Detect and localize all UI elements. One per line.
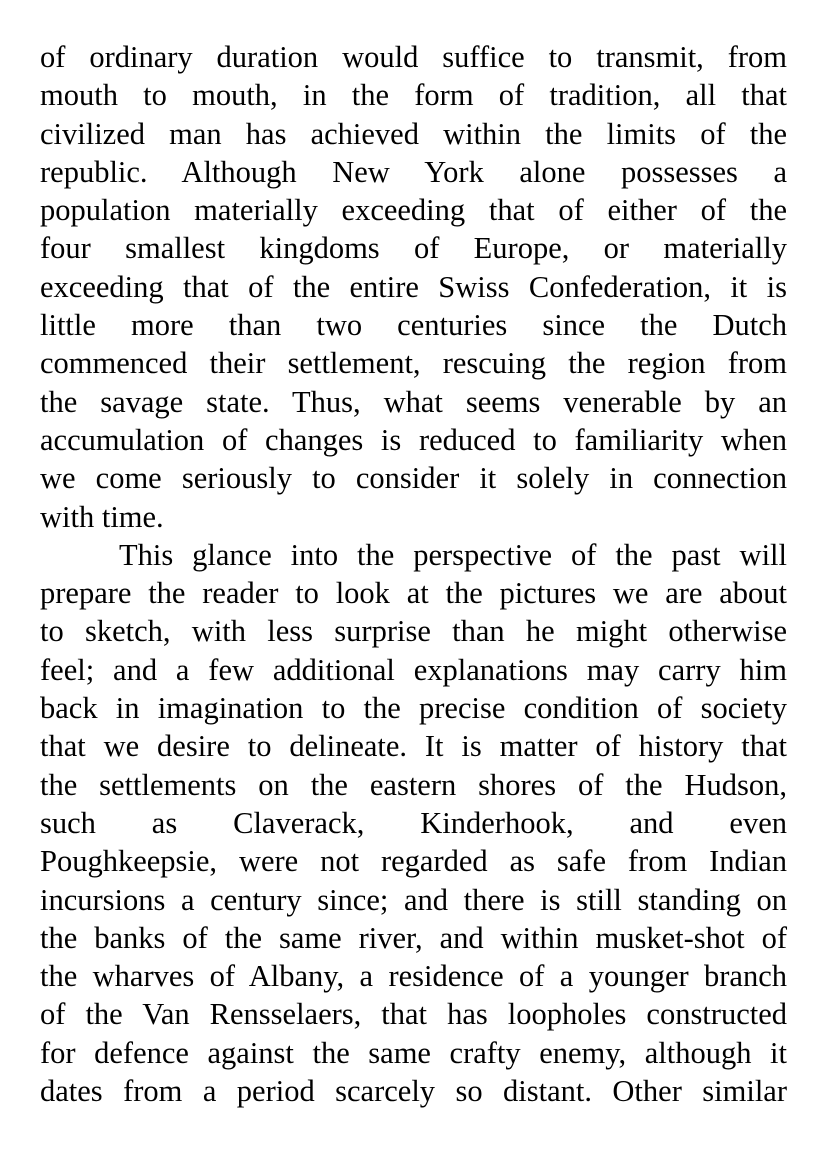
text-line: with time. [40, 499, 164, 534]
text-line: This glance into the perspective of the past will [119, 537, 787, 572]
text-line: feel; and a few additional explanations may carry him [40, 652, 787, 687]
text-line: for defence against the same crafty enemy, although it [40, 1035, 787, 1070]
text-line: the settlements on the eastern shores of the Hudson, [40, 767, 787, 802]
text-line: Poughkeepsie, were not regarded as safe from Indian [40, 844, 787, 879]
text-line: to sketch, with less surprise than he might otherwise [40, 614, 787, 649]
paragraph-1 [40, 38, 787, 536]
text-line: of the Van Rensselaers, that has loopholes constructed [40, 997, 787, 1032]
text-line: the savage state. Thus, what seems venerable by an [40, 384, 787, 419]
text-line: of ordinary duration would suffice to transmit, from [40, 40, 787, 74]
text-line: that we desire to delineate. It is matter of history that [40, 729, 787, 764]
text-line: such as Claverack, Kinderhook, and even [40, 805, 787, 840]
text-line: population materially exceeding that of either of the [40, 193, 787, 228]
text-line: dates from a period scarcely so distant. Other similar [40, 1074, 787, 1109]
text-line: the banks of the same river, and within musket-shot of [40, 920, 787, 955]
text-line: mouth to mouth, in the form of tradition, all that [40, 78, 787, 113]
document-page [40, 38, 787, 1110]
text-line: accumulation of changes is reduced to familiarity when [40, 422, 787, 457]
paragraph-2 [40, 536, 787, 1110]
text-line: prepare the reader to look at the pictures we are about [40, 576, 787, 611]
text-line: exceeding that of the entire Swiss Confederation, it is [40, 269, 787, 304]
text-line: we come seriously to consider it solely in connection [40, 461, 787, 496]
text-line: republic. Although New York alone possesses a [40, 154, 787, 189]
text-line: commenced their settlement, rescuing the region from [40, 346, 787, 381]
text-line: back in imagination to the precise condition of society [40, 691, 787, 726]
text-line: civilized man has achieved within the limits of the [40, 116, 787, 151]
text-line: little more than two centuries since the Dutch [40, 308, 787, 343]
text-line: four smallest kingdoms of Europe, or materially [40, 231, 787, 266]
text-line: incursions a century since; and there is still standing on [40, 882, 787, 917]
text-line: the wharves of Albany, a residence of a younger branch [40, 959, 787, 994]
